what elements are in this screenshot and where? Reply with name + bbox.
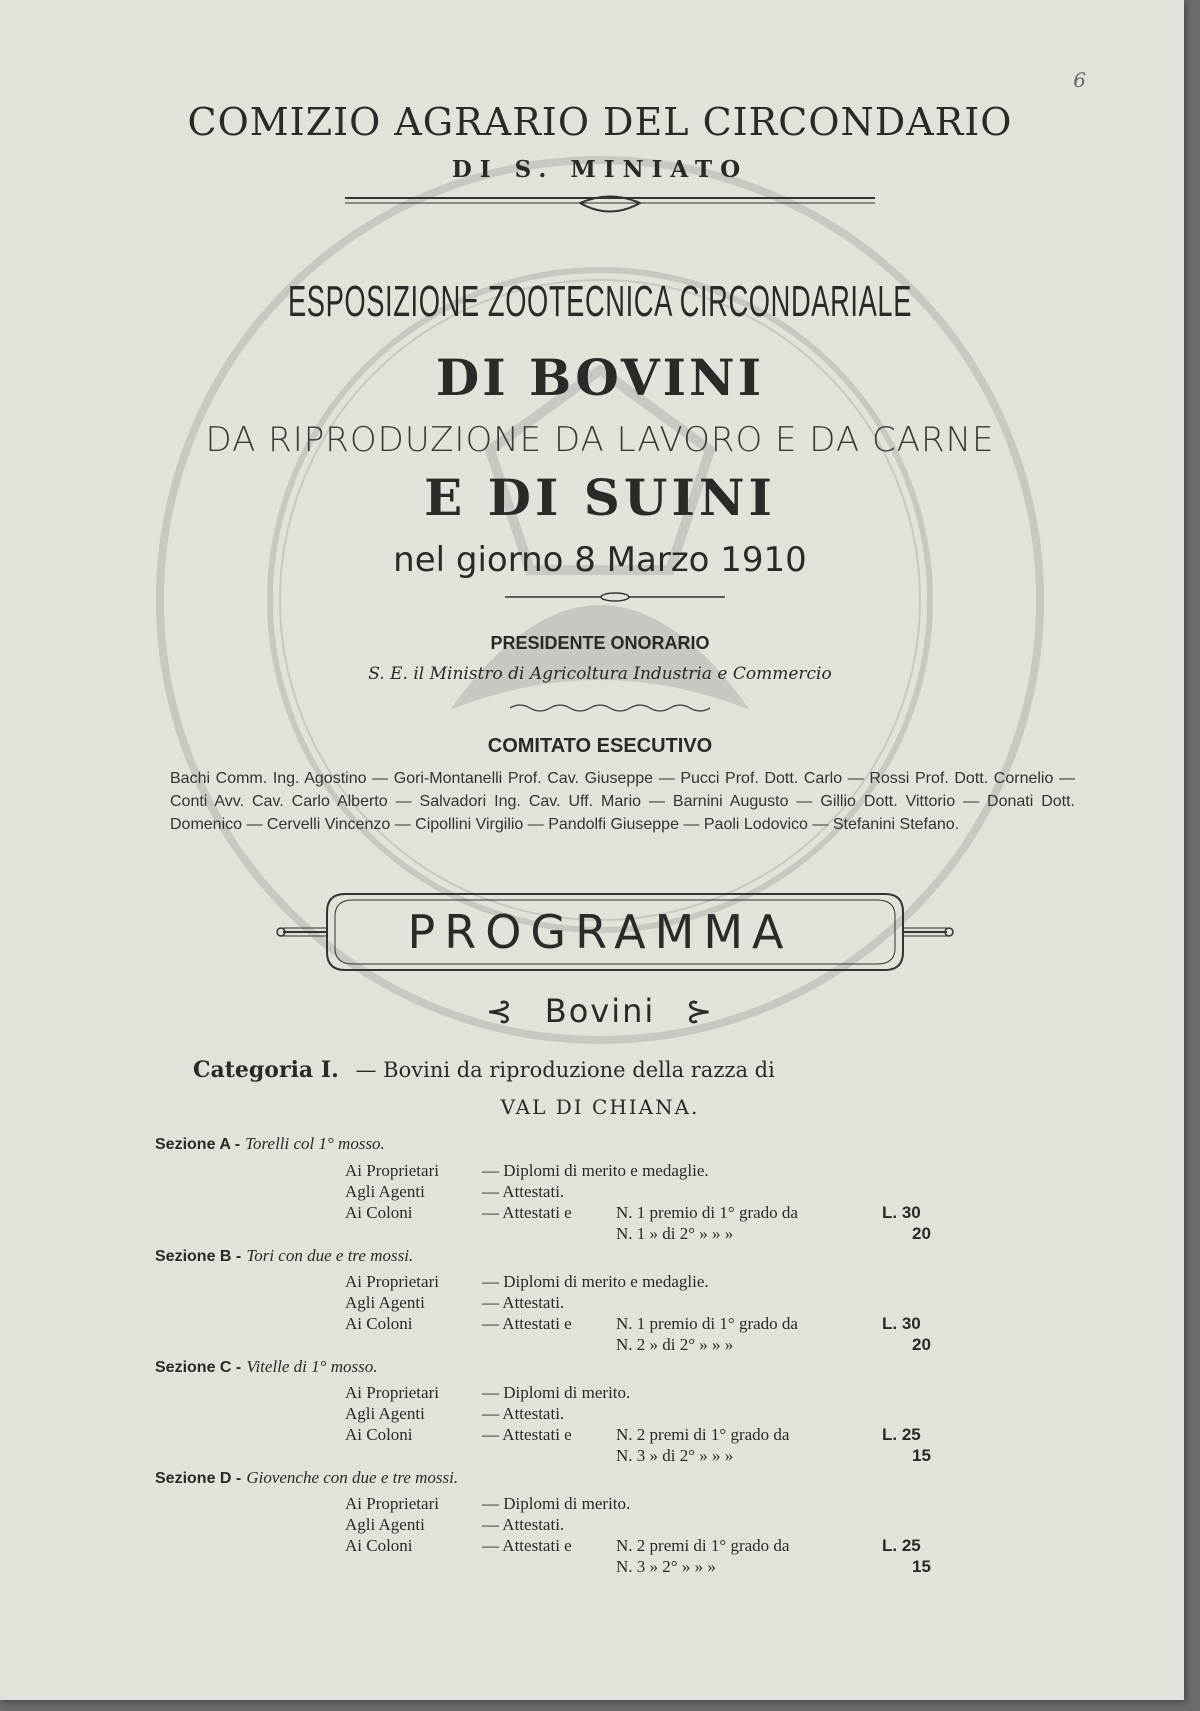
- committee-members: Bachi Comm. Ing. Agostino — Gori-Montanelli Prof. Cav. Giuseppe — Pucci Prof. Dott. Carlo — Rossi Prof. Dott. Cornelio — Conti Avv. Cav. Carlo Alberto — Salvadori Ing. Cav. Uff. Mario — Barnini Augusto — Gillio Dott. Vittorio — Donati Dott. Domenico — Cervelli Vincenzo — Cipollini Virgilio — Pandolfi Giuseppe — Paoli Lodovico — Stefanini Stefano.: [170, 770, 1075, 833]
- row-award: — Diplomi di merito.: [482, 1494, 631, 1513]
- section-desc: Torelli col 1° mosso.: [245, 1134, 385, 1153]
- row-award: — Diplomi di merito.: [482, 1383, 631, 1402]
- row-who: Ai Proprietari: [345, 1383, 439, 1402]
- row-detail: N. 2 premi di 1° grado da: [616, 1536, 790, 1555]
- date-divider: [505, 590, 725, 604]
- event-date: nel giorno 8 Marzo 1910: [393, 540, 807, 580]
- row-award: — Diplomi di merito e medaglie.: [482, 1161, 709, 1180]
- row-who: Agli Agenti: [345, 1293, 425, 1312]
- section-desc: Giovenche con due e tre mossi.: [246, 1468, 459, 1487]
- right-ornament: ⊱: [685, 992, 715, 1030]
- section-d-header: [155, 1468, 458, 1488]
- section-a-header: [155, 1134, 385, 1154]
- header-ornament-rule: [345, 190, 875, 220]
- row-who: Ai Coloni: [345, 1536, 413, 1555]
- row-award: — Attestati.: [482, 1293, 565, 1312]
- row-who: Agli Agenti: [345, 1182, 425, 1201]
- row-who: Ai Coloni: [345, 1425, 413, 1444]
- row-amount: L. 25: [882, 1536, 921, 1555]
- president-name: S. E. il Ministro di Agricoltura Industria e Commercio: [368, 664, 832, 684]
- org-title: COMIZIO AGRARIO DEL CIRCONDARIO: [187, 100, 1013, 144]
- row-amount: 20: [912, 1335, 931, 1354]
- category-text: — Bovini da riproduzione della razza di: [355, 1058, 775, 1082]
- category-breed: VAL DI CHIANA.: [500, 1095, 700, 1119]
- row-who: Ai Proprietari: [345, 1161, 439, 1180]
- row-detail: N. 1 premio di 1° grado da: [616, 1314, 798, 1333]
- left-ornament: ⊰: [485, 992, 515, 1030]
- bovini-section-title: [0, 992, 1184, 1030]
- row-who: Agli Agenti: [345, 1515, 425, 1534]
- row-amount: L. 30: [882, 1314, 921, 1333]
- exhibition-title: ESPOSIZIONE ZOOTECNICA CIRCONDARIALE: [287, 277, 913, 326]
- row-detail: N. 2 » di 2° » » »: [616, 1335, 734, 1354]
- category-label: Categoria I.: [193, 1057, 339, 1083]
- section-desc: Vitelle di 1° mosso.: [246, 1357, 378, 1376]
- section-desc: Tori con due e tre mossi.: [246, 1246, 414, 1265]
- row-detail: N. 3 » 2° » » »: [616, 1557, 716, 1576]
- section-label: Sezione B -: [155, 1248, 242, 1265]
- section-label: Sezione C -: [155, 1359, 242, 1376]
- row-amount: L. 30: [882, 1203, 921, 1222]
- org-subtitle: DI S. MINIATO: [451, 156, 749, 183]
- section-b-header: [155, 1246, 413, 1266]
- programma-title: PROGRAMMA: [407, 905, 793, 959]
- row-amount: 15: [912, 1446, 931, 1465]
- row-amount: 15: [912, 1557, 931, 1576]
- row-detail: N. 3 » di 2° » » »: [616, 1446, 734, 1465]
- row-award: — Attestati e: [482, 1425, 572, 1444]
- bovini-subtitle: DA RIPRODUZIONE DA LAVORO E DA CARNE: [205, 420, 995, 460]
- bovini-title: DI BOVINI: [435, 348, 765, 407]
- row-award: — Attestati e: [482, 1203, 572, 1222]
- row-amount: 20: [912, 1224, 931, 1243]
- page-number: 6: [1073, 68, 1086, 92]
- row-award: — Attestati e: [482, 1536, 572, 1555]
- row-award: — Attestati.: [482, 1182, 565, 1201]
- section-label: Sezione A -: [155, 1136, 241, 1153]
- president-label: PRESIDENTE ONORARIO: [490, 633, 710, 653]
- row-who: Ai Coloni: [345, 1203, 413, 1222]
- row-award: — Attestati e: [482, 1314, 572, 1333]
- row-award: — Diplomi di merito e medaglie.: [482, 1272, 709, 1291]
- row-detail: N. 1 » di 2° » » »: [616, 1224, 734, 1243]
- row-who: Ai Proprietari: [345, 1494, 439, 1513]
- section-label: Sezione D -: [155, 1470, 242, 1487]
- row-who: Ai Coloni: [345, 1314, 413, 1333]
- row-who: Ai Proprietari: [345, 1272, 439, 1291]
- row-award: — Attestati.: [482, 1404, 565, 1423]
- row-detail: N. 1 premio di 1° grado da: [616, 1203, 798, 1222]
- row-detail: N. 2 premi di 1° grado da: [616, 1425, 790, 1444]
- committee-label: COMITATO ESECUTIVO: [487, 735, 713, 757]
- category-line: [193, 1057, 775, 1083]
- bovini-label: Bovini: [544, 992, 656, 1030]
- section-c-header: [155, 1357, 377, 1377]
- suini-title: E DI SUINI: [424, 468, 776, 527]
- row-award: — Attestati.: [482, 1515, 565, 1534]
- row-amount: L. 25: [882, 1425, 921, 1444]
- row-who: Agli Agenti: [345, 1404, 425, 1423]
- wavy-divider: [510, 702, 710, 714]
